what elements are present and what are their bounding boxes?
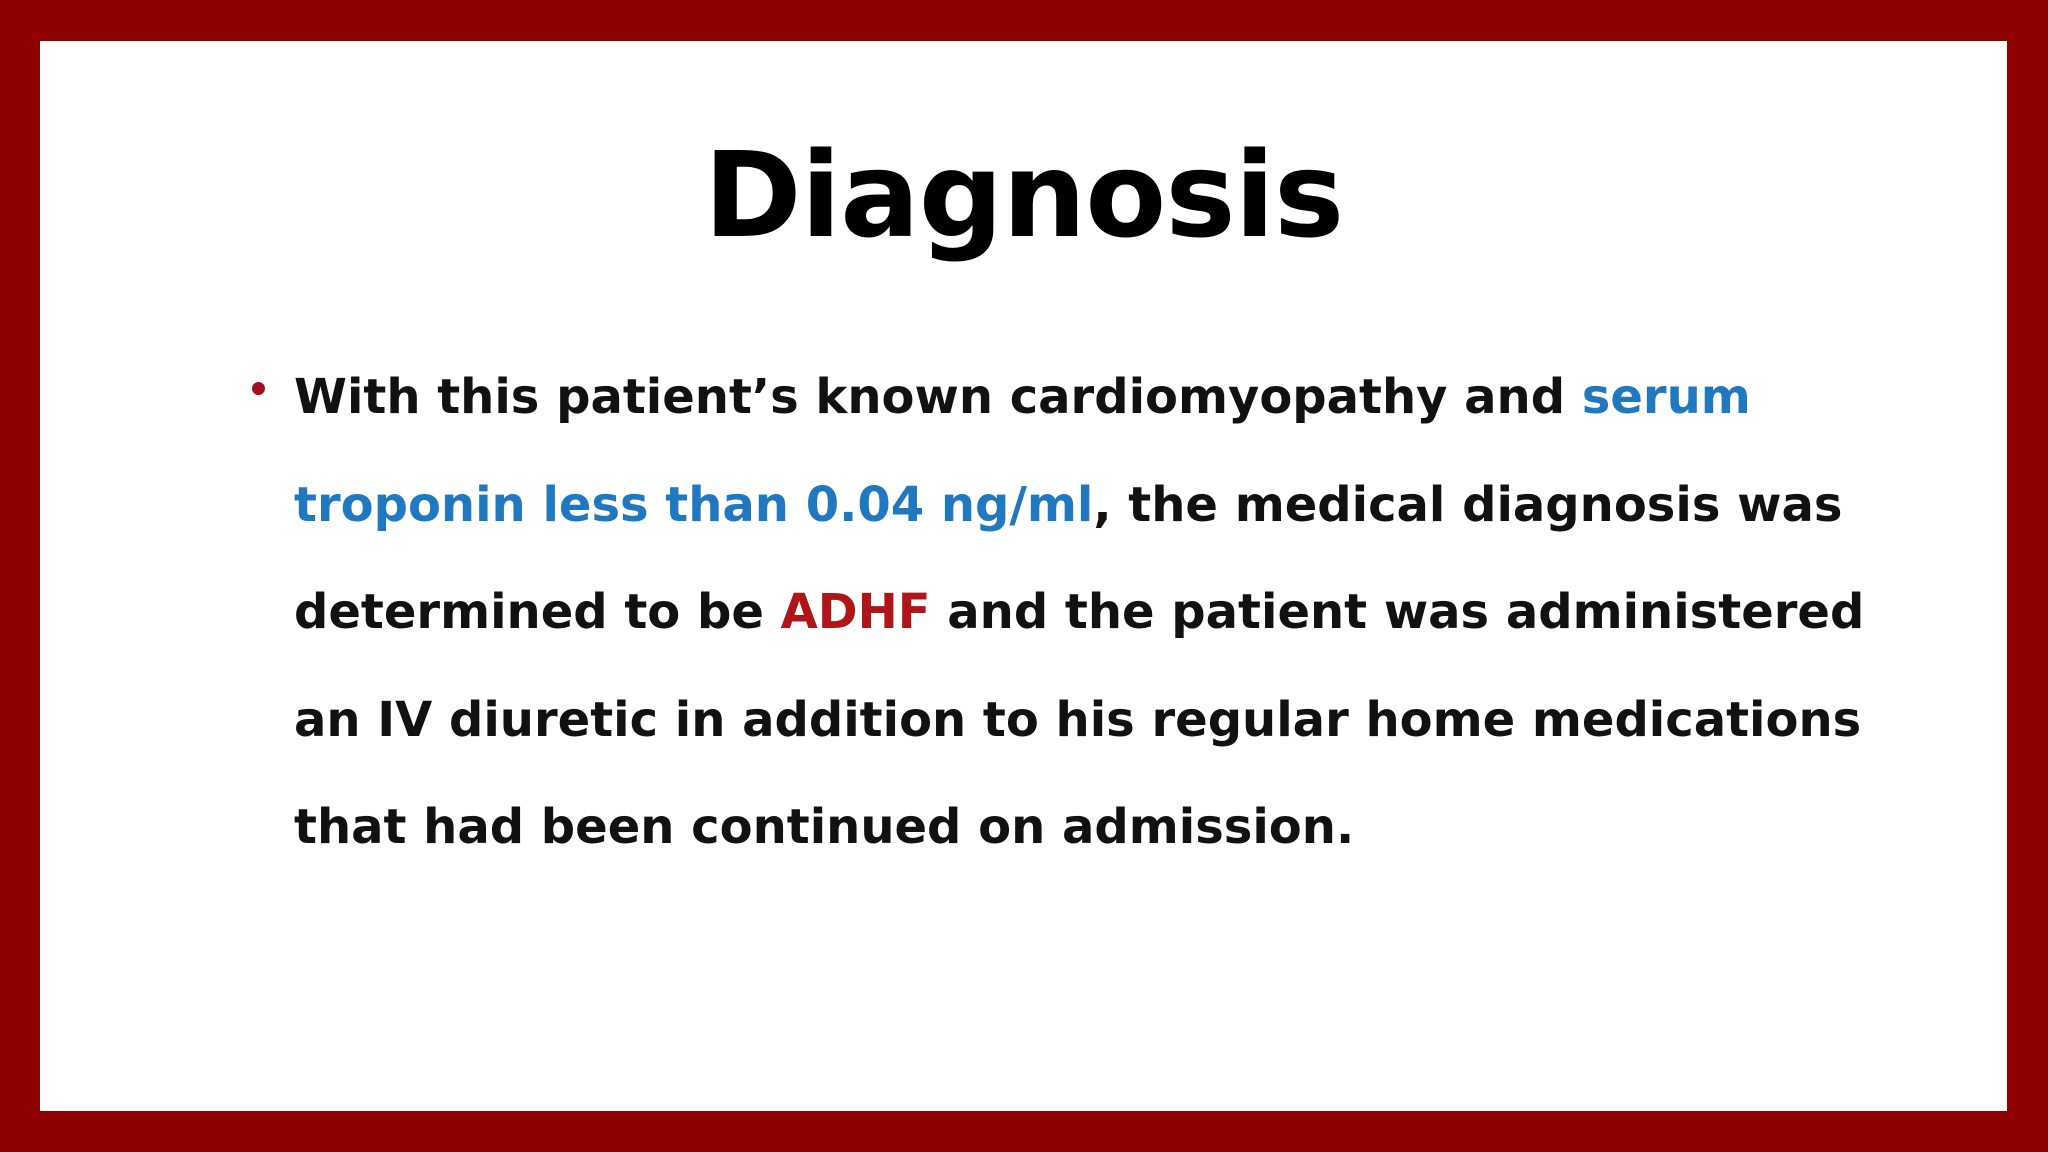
bullet-dot-icon	[252, 382, 265, 395]
highlight-troponin: serum troponin less than 0.04 ng/ml	[294, 369, 1751, 533]
bullet-text-part1: With this patient’s known cardiomyopathy and	[294, 369, 1582, 425]
bullet-text	[294, 344, 1894, 882]
slide	[40, 41, 2007, 1111]
bullet-text-part3: and the patient was administered an IV diuretic in addition to his regular home medications that had been continued on admission.	[294, 584, 1865, 855]
slide-title: Diagnosis	[703, 126, 1344, 264]
highlight-adhf: ADHF	[780, 584, 931, 640]
bullet-text-part2: , the medical diagnosis was determined to be	[294, 476, 1843, 640]
